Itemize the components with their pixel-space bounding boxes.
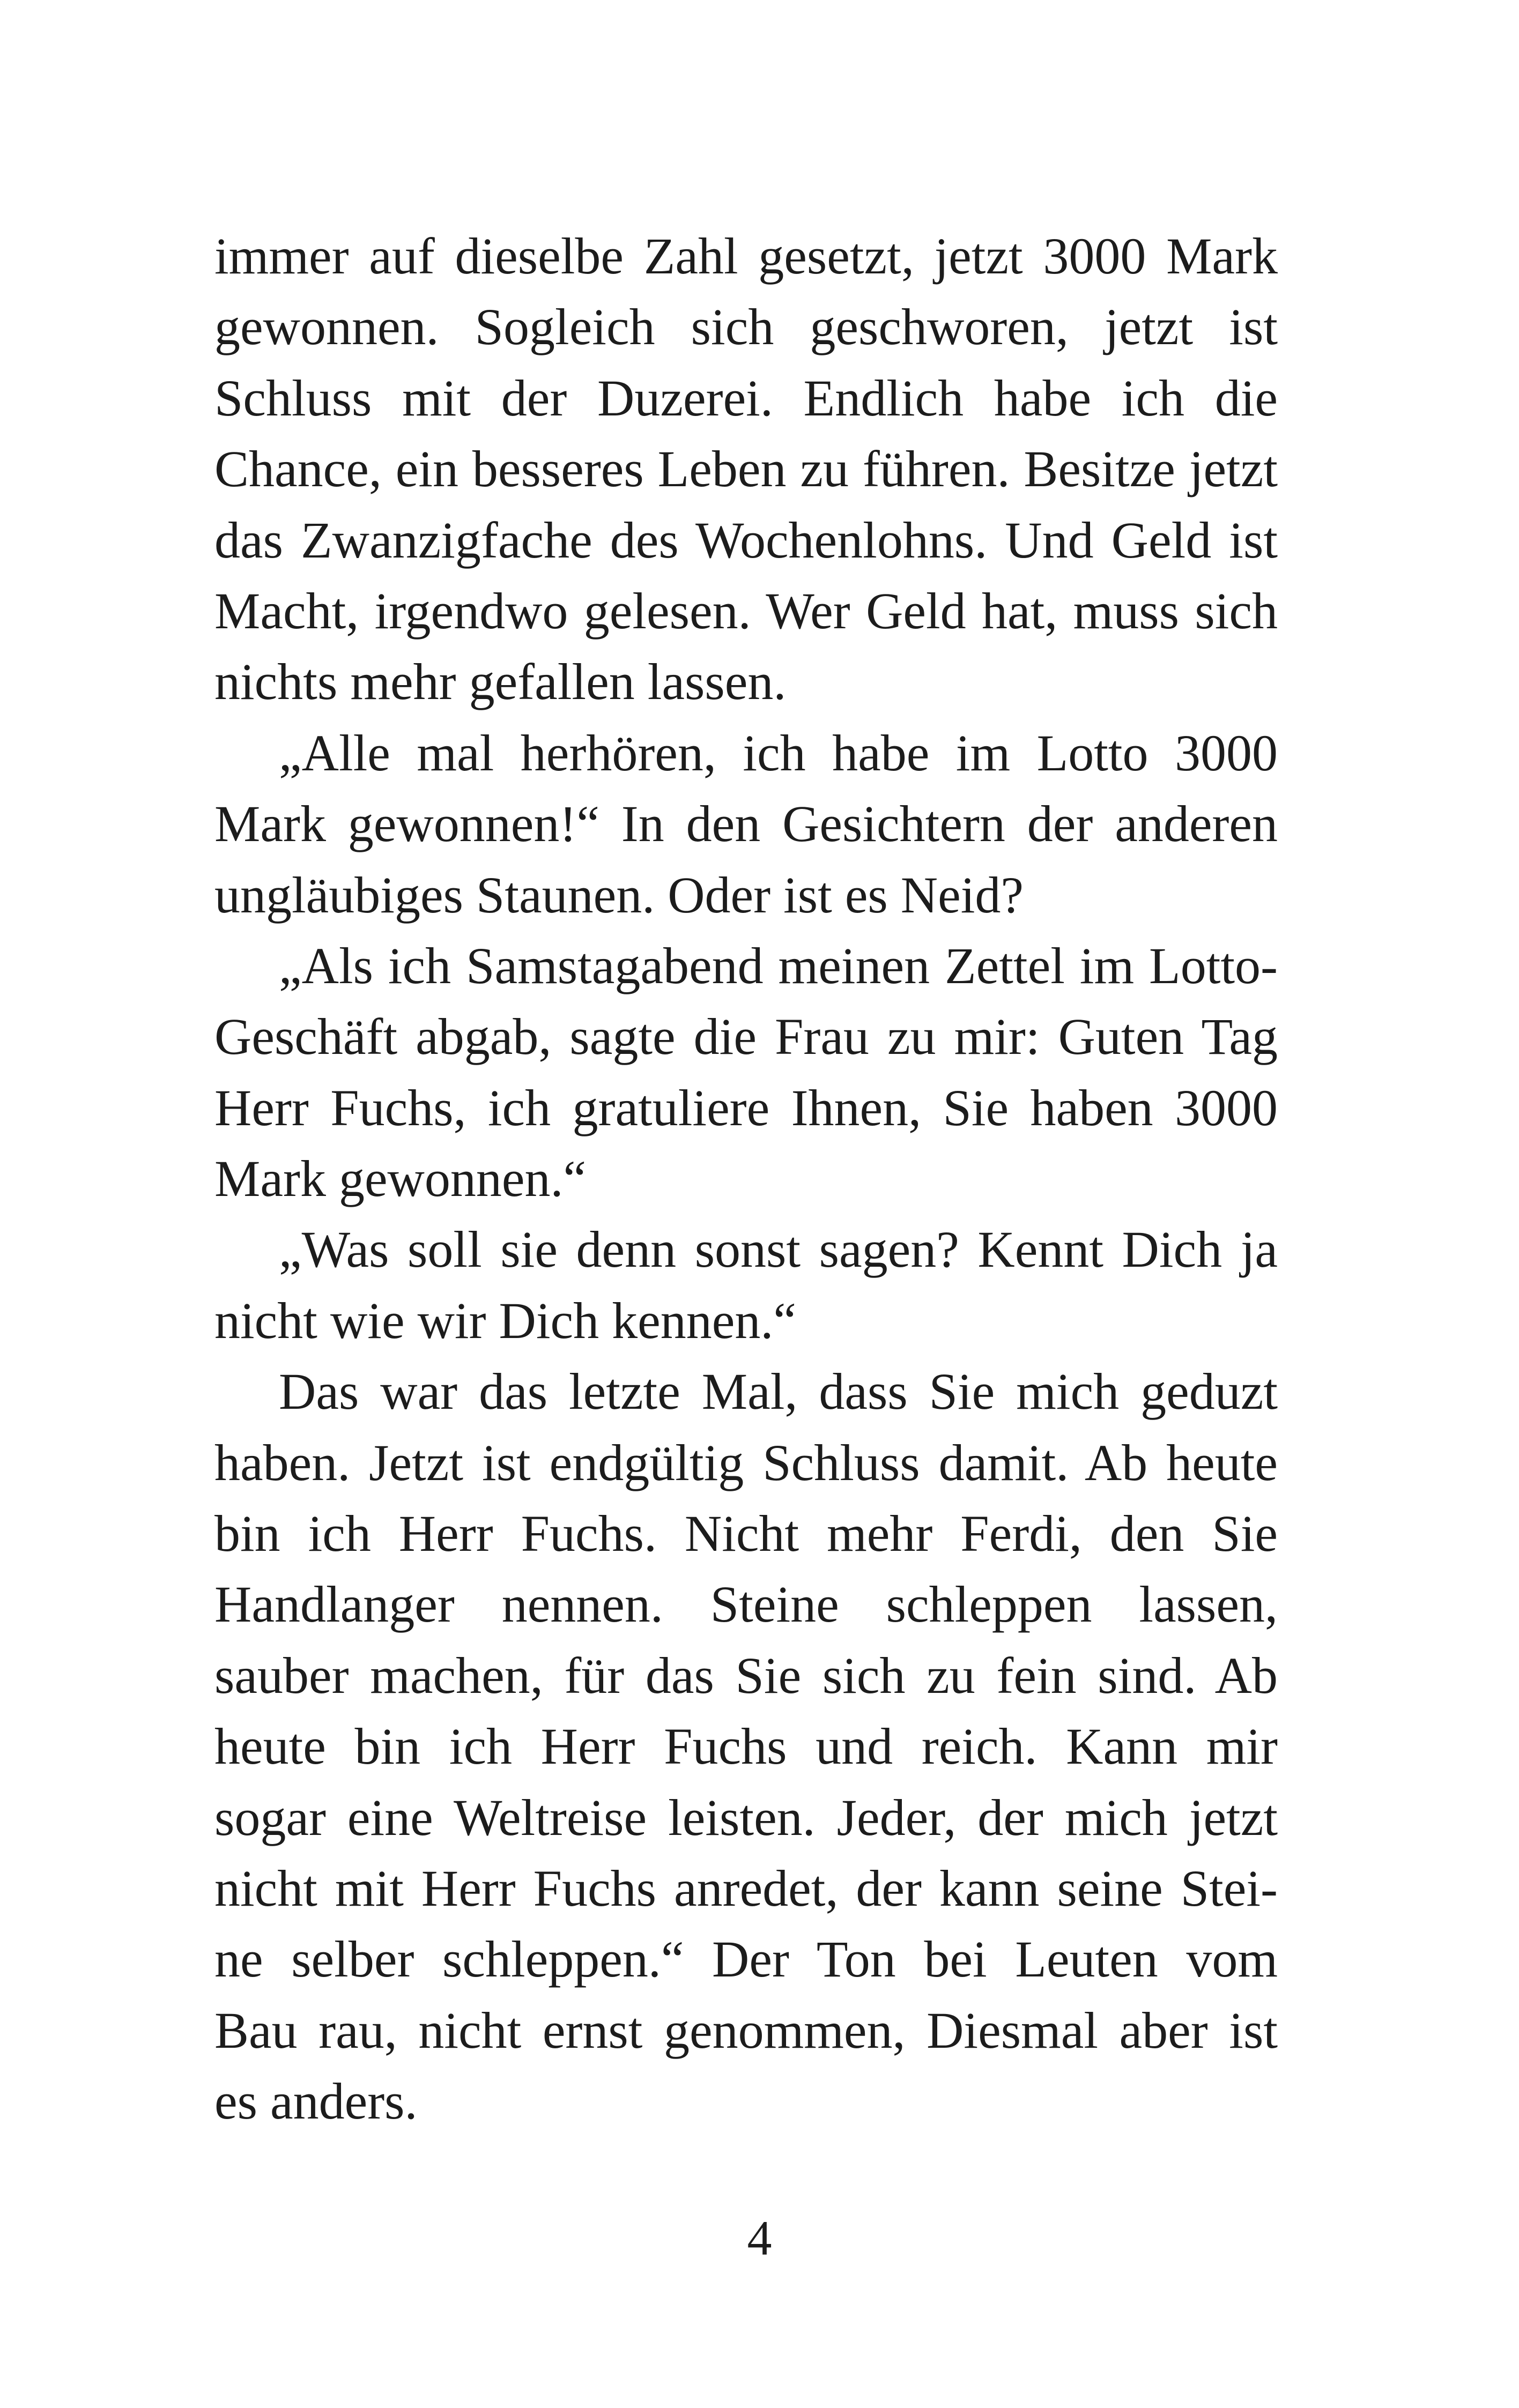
text-line: ungläubiges Staunen. Oder ist es Neid? — [214, 866, 1024, 924]
text-line: bin ich Herr Fuchs. Nicht mehr Ferdi, den Sie — [214, 1505, 1278, 1563]
paragraph — [214, 931, 1278, 1215]
text-line: sauber machen, für das Sie sich zu fein sind. Ab — [214, 1646, 1278, 1704]
body-text — [214, 221, 1278, 2137]
text-line: nichts mehr gefallen lassen. — [214, 653, 787, 711]
text-line: „Als ich Samstagabend meinen Zettel im Lotto- — [279, 937, 1278, 994]
text-line: sogar eine Weltreise leisten. Jeder, der mich jetzt — [214, 1788, 1278, 1846]
paragraph — [214, 1214, 1278, 1356]
text-line: es anders. — [214, 2072, 418, 2130]
text-line: haben. Jetzt ist endgültig Schluss damit. Ab heute — [214, 1433, 1278, 1491]
paragraph — [214, 221, 1278, 718]
text-line: Handlanger nennen. Steine schleppen lassen, — [214, 1575, 1278, 1633]
text-line: immer auf dieselbe Zahl gesetzt, jetzt 3000 Mark — [214, 227, 1278, 285]
text-line: Bau rau, nicht ernst genommen, Diesmal aber ist — [214, 2001, 1278, 2059]
text-line: Geschäft abgab, sagte die Frau zu mir: Guten Tag — [214, 1008, 1278, 1066]
text-line: Mark gewonnen!“ In den Gesichtern der anderen — [214, 795, 1278, 853]
text-line: „Was soll sie denn sonst sagen? Kennt Dich ja — [279, 1221, 1278, 1279]
text-line: nicht wie wir Dich kennen.“ — [214, 1291, 796, 1349]
text-line: Macht, irgendwo gelesen. Wer Geld hat, muss sich — [214, 582, 1278, 640]
paragraph — [214, 1356, 1278, 2137]
text-line: Chance, ein besseres Leben zu führen. Besitze jetzt — [214, 440, 1278, 498]
text-line: Herr Fuchs, ich gratuliere Ihnen, Sie haben 3000 — [214, 1079, 1278, 1136]
text-line: Mark gewonnen.“ — [214, 1150, 587, 1208]
page-number: 4 — [747, 2211, 772, 2265]
text-line: Das war das letzte Mal, dass Sie mich geduzt — [279, 1363, 1278, 1421]
text-line: gewonnen. Sogleich sich geschworen, jetzt ist — [214, 298, 1278, 356]
paragraph — [214, 718, 1278, 931]
text-line: ne selber schleppen.“ Der Ton bei Leuten vom — [214, 1930, 1278, 1988]
text-line: nicht mit Herr Fuchs anredet, der kann seine Stei- — [214, 1859, 1278, 1917]
text-line: heute bin ich Herr Fuchs und reich. Kann mir — [214, 1718, 1278, 1775]
text-line: das Zwanzigfache des Wochenlohns. Und Geld ist — [214, 511, 1278, 569]
text-line: Schluss mit der Duzerei. Endlich habe ich die — [214, 369, 1278, 427]
text-line: „Alle mal herhören, ich habe im Lotto 3000 — [279, 724, 1278, 782]
